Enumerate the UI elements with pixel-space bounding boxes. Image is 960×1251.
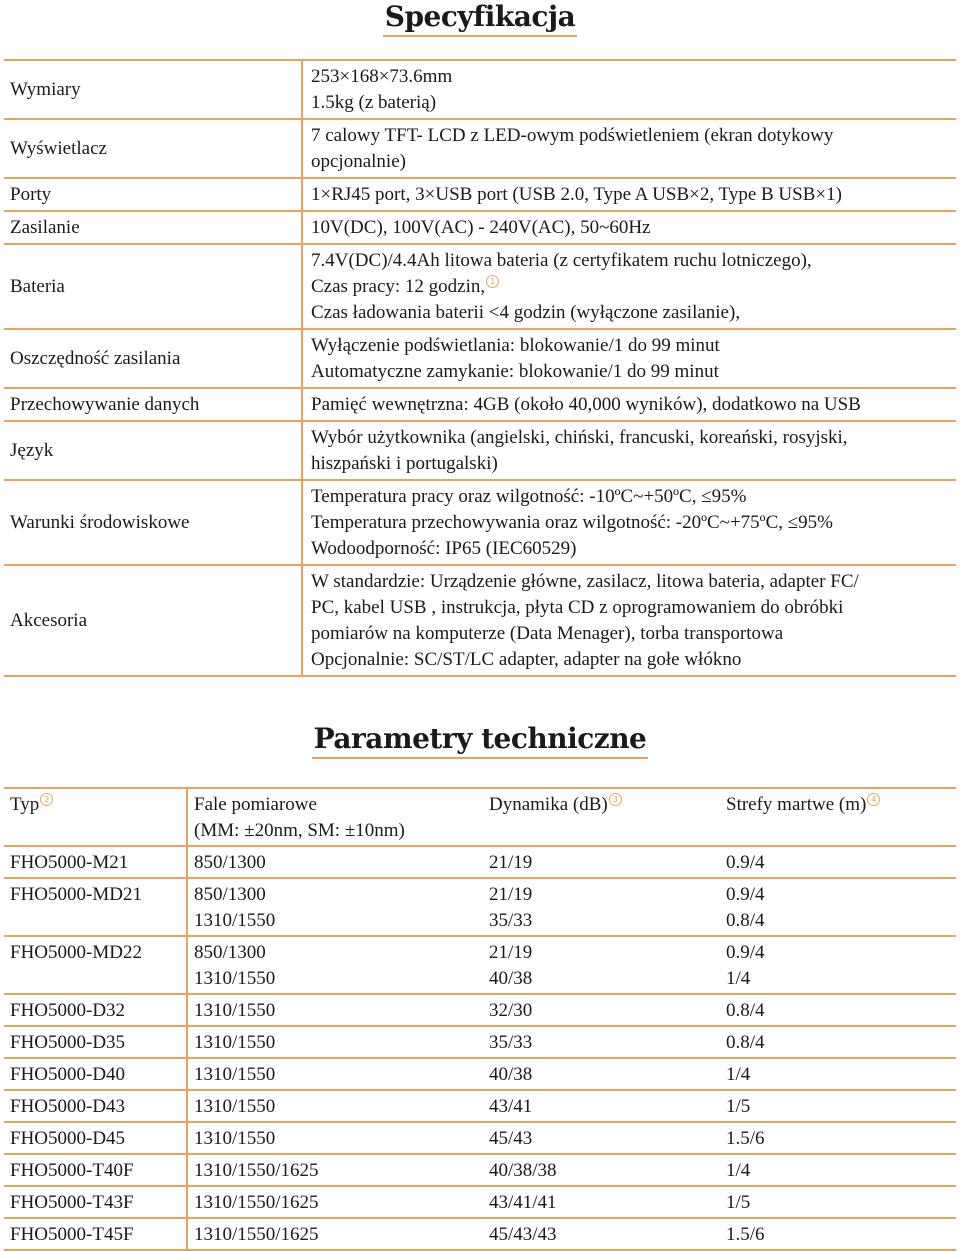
- spec-value-line: 7 calowy TFT- LCD z LED-owym podświetleniem (ekran dotykowy: [311, 125, 834, 146]
- cell-waves: [187, 994, 483, 1026]
- cell-type: FHO5000-M21: [4, 846, 187, 878]
- cell-type: FHO5000-D43: [4, 1090, 187, 1122]
- spec-label: Wymiary: [4, 60, 302, 119]
- spec-table: [4, 59, 956, 677]
- spec-label: Wyświetlacz: [4, 119, 302, 178]
- cell-waves-line: 850/1300: [194, 942, 266, 963]
- cell-dead-zone-line: 1/5: [726, 1096, 751, 1117]
- header-dead-zones: Strefy martwe (m) 4: [720, 788, 956, 846]
- cell-dynamic-line: 21/19: [489, 942, 533, 963]
- spec-label: Język: [4, 421, 302, 480]
- spec-value-line: Temperatura pracy oraz wilgotność: -10ºC~+50ºC, ≤95%: [311, 486, 747, 507]
- cell-dead-zone: [720, 1026, 956, 1058]
- spec-row: [4, 211, 956, 244]
- params-heading: [0, 722, 960, 759]
- cell-dead-zone-line: 1/5: [726, 1192, 751, 1213]
- cell-waves-line: 1310/1550: [194, 1032, 276, 1053]
- spec-value-line: 253×168×73.6mm: [311, 66, 453, 87]
- spec-value: [302, 178, 956, 211]
- cell-dead-zone-line: 1.5/6: [726, 1224, 765, 1245]
- params-title: Parametry techniczne: [312, 722, 649, 759]
- cell-dead-zone: [720, 936, 956, 994]
- spec-value-line: 1.5kg (z baterią): [311, 92, 437, 113]
- cell-dynamic-line: 35/33: [489, 1032, 533, 1053]
- spec-label: Bateria: [4, 244, 302, 329]
- params-row: [4, 994, 956, 1026]
- cell-dynamic: [483, 1026, 720, 1058]
- spec-value: [302, 388, 956, 421]
- cell-dead-zone: [720, 994, 956, 1026]
- footnote-4-icon: 4: [867, 793, 880, 806]
- cell-dynamic: [483, 1058, 720, 1090]
- cell-dynamic: [483, 936, 720, 994]
- cell-waves: [187, 1154, 483, 1186]
- spec-value-line: Opcjonalnie: SC/ST/LC adapter, adapter na gołe włókno: [311, 649, 742, 670]
- spec-heading: [0, 0, 960, 37]
- cell-dead-zone-line: 0.9/4: [726, 942, 765, 963]
- cell-dynamic: [483, 1090, 720, 1122]
- spec-row: [4, 119, 956, 178]
- spec-value-line: 7.4V(DC)/4.4Ah litowa bateria (z certyfikatem ruchu lotniczego),: [311, 250, 812, 271]
- cell-dead-zone-line: 0.8/4: [726, 910, 765, 931]
- cell-dynamic: [483, 1154, 720, 1186]
- params-row: [4, 1154, 956, 1186]
- cell-dead-zone-line: 0.9/4: [726, 852, 765, 873]
- cell-waves-line: 1310/1550/1625: [194, 1192, 319, 1213]
- spec-value: [302, 244, 956, 329]
- footnote-3-icon: 3: [609, 793, 622, 806]
- cell-dynamic: [483, 1122, 720, 1154]
- spec-label: Warunki środowiskowe: [4, 480, 302, 565]
- spec-label: Porty: [4, 178, 302, 211]
- header-dynamic: Dynamika (dB) 3: [483, 788, 720, 846]
- cell-waves-line: 1310/1550: [194, 1128, 276, 1149]
- cell-waves: [187, 846, 483, 878]
- cell-dead-zone-line: 1.5/6: [726, 1128, 765, 1149]
- footnote-2-icon: 2: [40, 793, 53, 806]
- params-row: [4, 878, 956, 936]
- cell-waves: [187, 1058, 483, 1090]
- cell-waves-line: 850/1300: [194, 852, 266, 873]
- cell-dynamic-line: 32/30: [489, 1000, 533, 1021]
- spec-label: Oszczędność zasilania: [4, 329, 302, 388]
- header-waves-sub: (MM: ±20nm, SM: ±10nm): [194, 820, 405, 841]
- cell-waves: [187, 878, 483, 936]
- cell-waves-line: 850/1300: [194, 884, 266, 905]
- cell-waves-line: 1310/1550/1625: [194, 1224, 319, 1245]
- cell-waves-line: 1310/1550: [194, 968, 276, 989]
- cell-type: FHO5000-D35: [4, 1026, 187, 1058]
- spec-value: [302, 565, 956, 676]
- cell-dynamic: [483, 846, 720, 878]
- cell-dead-zone-line: 0.9/4: [726, 884, 765, 905]
- cell-type: FHO5000-T45F: [4, 1218, 187, 1250]
- cell-type: FHO5000-MD21: [4, 878, 187, 936]
- spec-label: Zasilanie: [4, 211, 302, 244]
- cell-dead-zone: [720, 1090, 956, 1122]
- params-row: [4, 1186, 956, 1218]
- cell-dynamic-line: 35/33: [489, 910, 533, 931]
- cell-dead-zone: [720, 1154, 956, 1186]
- header-type: Typ 2: [4, 788, 187, 846]
- params-row: [4, 1218, 956, 1250]
- cell-waves: [187, 1090, 483, 1122]
- cell-dynamic-line: 43/41: [489, 1096, 533, 1117]
- spec-title: Specyfikacja: [383, 0, 577, 37]
- spec-value-line: 10V(DC), 100V(AC) - 240V(AC), 50~60Hz: [311, 217, 651, 238]
- spec-row: [4, 178, 956, 211]
- spec-label: Akcesoria: [4, 565, 302, 676]
- cell-dynamic-line: 40/38: [489, 1064, 533, 1085]
- spec-value-line: Czas pracy: 12 godzin, 1: [311, 274, 950, 300]
- cell-dead-zone: [720, 1218, 956, 1250]
- spec-row: [4, 329, 956, 388]
- spec-row: [4, 60, 956, 119]
- spec-value-line: pomiarów na komputerze (Data Menager), torba transportowa: [311, 623, 784, 644]
- cell-dynamic-line: 43/41/41: [489, 1192, 557, 1213]
- params-row: [4, 1122, 956, 1154]
- footnote-1-icon: 1: [486, 275, 499, 288]
- spec-value-line: hiszpański i portugalski): [311, 453, 498, 474]
- cell-waves: [187, 1186, 483, 1218]
- cell-dead-zone-line: 1/4: [726, 968, 751, 989]
- cell-dynamic: [483, 1218, 720, 1250]
- cell-waves: [187, 1218, 483, 1250]
- spec-row: [4, 388, 956, 421]
- cell-dead-zone-line: 1/4: [726, 1160, 751, 1181]
- cell-dynamic: [483, 994, 720, 1026]
- cell-type: FHO5000-D40: [4, 1058, 187, 1090]
- cell-dead-zone-line: 0.8/4: [726, 1032, 765, 1053]
- cell-type: FHO5000-D32: [4, 994, 187, 1026]
- cell-dead-zone: [720, 1122, 956, 1154]
- spec-row: [4, 421, 956, 480]
- params-row: [4, 846, 956, 878]
- spec-value: [302, 211, 956, 244]
- spec-value: [302, 60, 956, 119]
- spec-value: [302, 480, 956, 565]
- spec-value-line: 1×RJ45 port, 3×USB port (USB 2.0, Type A USB×2, Type B USB×1): [311, 184, 842, 205]
- cell-dynamic-line: 45/43/43: [489, 1224, 557, 1245]
- params-row: [4, 1058, 956, 1090]
- cell-dynamic-line: 40/38: [489, 968, 533, 989]
- cell-waves-line: 1310/1550: [194, 910, 276, 931]
- spec-value-line: PC, kabel USB , instrukcja, płyta CD z oprogramowaniem do obróbki: [311, 597, 844, 618]
- params-header-row: [4, 788, 956, 846]
- spec-value-line: Wodoodporność: IP65 (IEC60529): [311, 538, 577, 559]
- cell-dead-zone: [720, 846, 956, 878]
- cell-dynamic-line: 45/43: [489, 1128, 533, 1149]
- cell-dynamic: [483, 1186, 720, 1218]
- spec-value-line: Wybór użytkownika (angielski, chiński, francuski, koreański, rosyjski,: [311, 427, 848, 448]
- cell-dynamic-line: 21/19: [489, 852, 533, 873]
- cell-waves-line: 1310/1550: [194, 1000, 276, 1021]
- spec-value: [302, 119, 956, 178]
- header-waves: Fale pomiarowe (MM: ±20nm, SM: ±10nm): [187, 788, 483, 846]
- params-row: [4, 936, 956, 994]
- spec-row: [4, 565, 956, 676]
- cell-dynamic: [483, 878, 720, 936]
- spec-value: [302, 329, 956, 388]
- cell-dynamic-line: 40/38/38: [489, 1160, 557, 1181]
- params-table: [4, 787, 956, 1251]
- spec-value-line: Temperatura przechowywania oraz wilgotność: -20ºC~+75ºC, ≤95%: [311, 512, 833, 533]
- params-row: [4, 1090, 956, 1122]
- cell-waves-line: 1310/1550: [194, 1096, 276, 1117]
- spec-value-line: Czas ładowania baterii <4 godzin (wyłączone zasilanie),: [311, 302, 741, 323]
- cell-type: FHO5000-MD22: [4, 936, 187, 994]
- cell-waves: [187, 1122, 483, 1154]
- spec-label: Przechowywanie danych: [4, 388, 302, 421]
- cell-waves: [187, 1026, 483, 1058]
- cell-dead-zone-line: 1/4: [726, 1064, 751, 1085]
- cell-type: FHO5000-T40F: [4, 1154, 187, 1186]
- spec-row: [4, 244, 956, 329]
- cell-waves-line: 1310/1550: [194, 1064, 276, 1085]
- cell-dead-zone: [720, 878, 956, 936]
- spec-value-line: Automatyczne zamykanie: blokowanie/1 do 99 minut: [311, 361, 719, 382]
- spec-row: [4, 480, 956, 565]
- spec-value-line: Wyłączenie podświetlania: blokowanie/1 do 99 minut: [311, 335, 720, 356]
- params-row: [4, 1026, 956, 1058]
- cell-waves: [187, 936, 483, 994]
- cell-dead-zone-line: 0.8/4: [726, 1000, 765, 1021]
- spec-value-line: W standardzie: Urządzenie główne, zasilacz, litowa bateria, adapter FC/: [311, 571, 859, 592]
- cell-dead-zone: [720, 1058, 956, 1090]
- cell-dynamic-line: 21/19: [489, 884, 533, 905]
- spec-value: [302, 421, 956, 480]
- cell-dead-zone: [720, 1186, 956, 1218]
- spec-value-line: Pamięć wewnętrzna: 4GB (około 40,000 wyników), dodatkowo na USB: [311, 394, 861, 415]
- cell-waves-line: 1310/1550/1625: [194, 1160, 319, 1181]
- cell-type: FHO5000-D45: [4, 1122, 187, 1154]
- spec-value-line: opcjonalnie): [311, 151, 406, 172]
- cell-type: FHO5000-T43F: [4, 1186, 187, 1218]
